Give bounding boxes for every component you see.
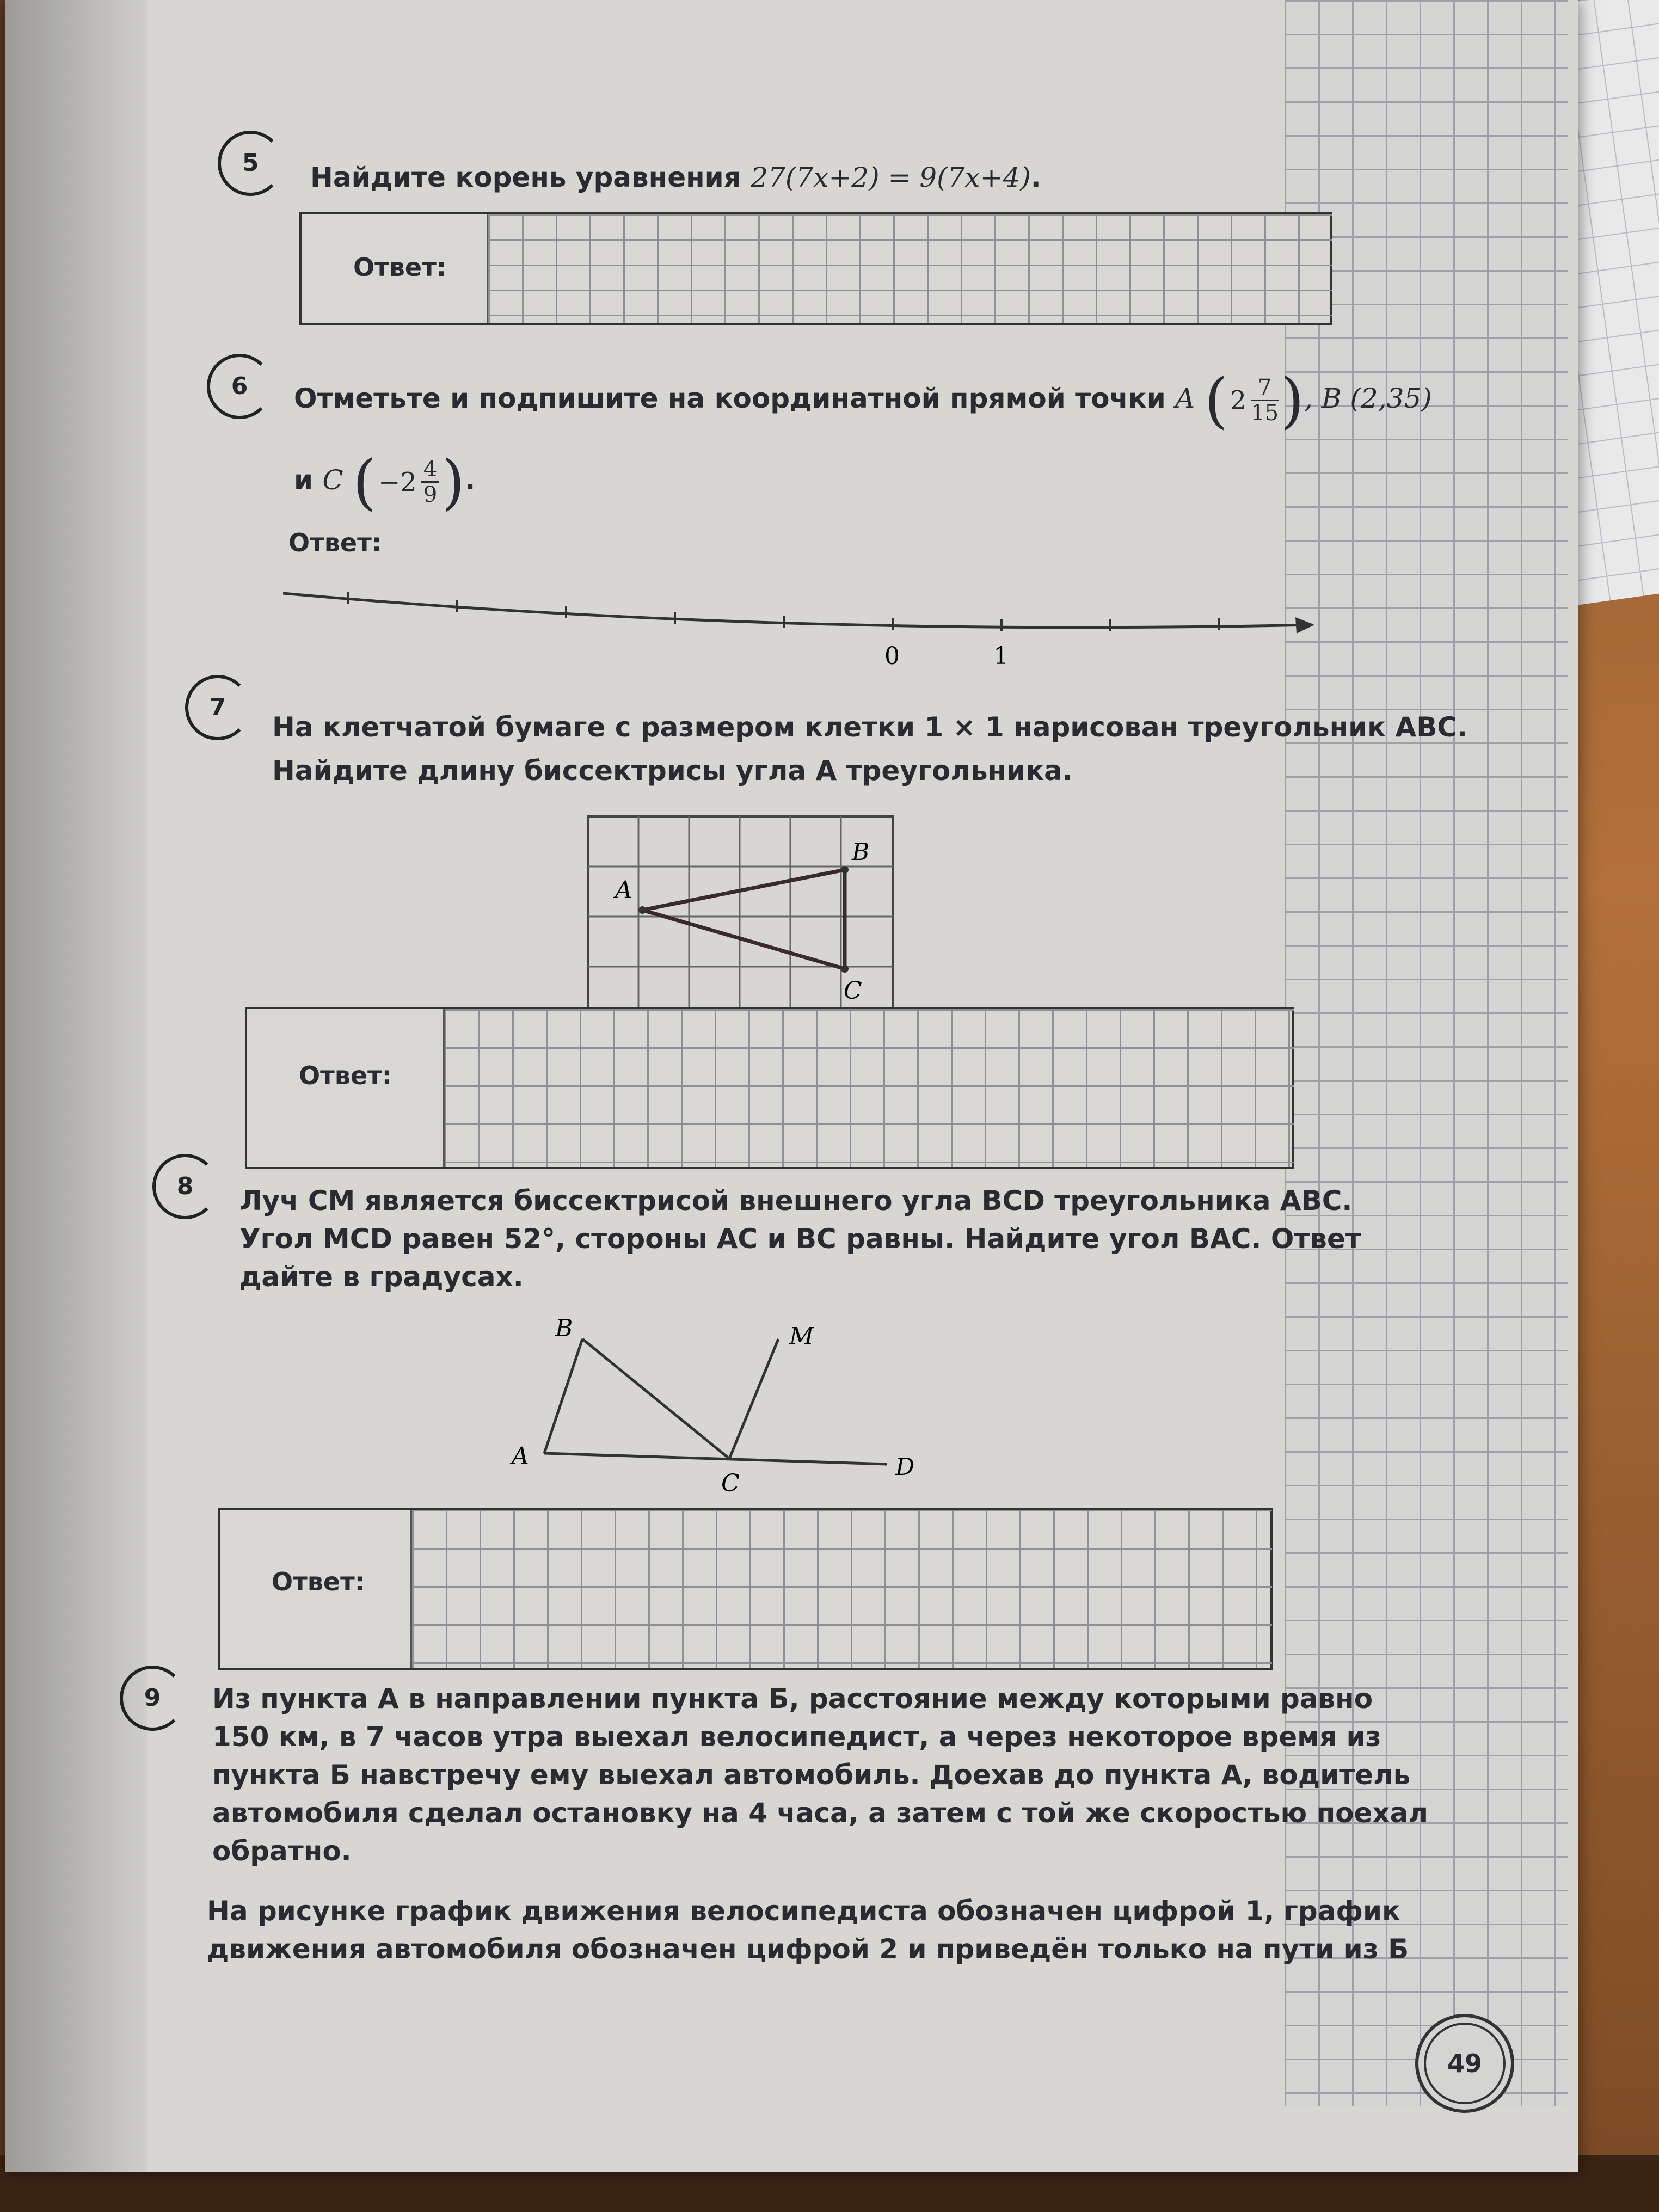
triangle-abc	[642, 870, 845, 969]
task-6-paren-close-c: )	[441, 447, 465, 517]
task-9-line-5: обратно.	[212, 1835, 352, 1867]
workbook-page	[5, 0, 1578, 2172]
task-7-line-1: На клетчатой бумаге с размером клетки 1 × 1 нарисован треугольник ABC.	[272, 711, 1468, 743]
task-5-answer-box	[299, 212, 1332, 325]
task-6-number: 6	[207, 354, 272, 419]
task-6-point-a-whole: 2	[1230, 385, 1247, 416]
task-6-paren-open-c: (	[353, 447, 377, 517]
label-b: B	[555, 1314, 573, 1342]
label-a: A	[615, 876, 632, 904]
task-6-point-a-denominator: 15	[1251, 401, 1279, 426]
task-5-number: 5	[218, 131, 283, 196]
task-5-answer-field[interactable]	[487, 214, 1332, 323]
task-6-prompt: Отметьте и подпишите на координатной прямой точки	[294, 383, 1176, 414]
label-m: M	[789, 1323, 814, 1350]
task-6-point-c-numerator: 4	[421, 457, 439, 483]
vertex-c	[841, 965, 849, 973]
task-6-point-c-fraction	[421, 457, 439, 507]
task-8-line-1: Луч CM является биссектрисой внешнего угла BCD треугольника ABC.	[239, 1185, 1353, 1216]
task-7-number: 7	[185, 675, 250, 740]
page-content	[5, 0, 1573, 2172]
task-5-prompt: Найдите корень уравнения	[310, 162, 751, 193]
label-a: A	[512, 1442, 529, 1470]
task-9-line-3: пункта Б навстречу ему выехал автомобиль. Доехав до пункта А, водитель	[212, 1759, 1411, 1791]
axis-label-0: 0	[884, 642, 900, 670]
task-5-answer-label: Ответ:	[353, 253, 447, 282]
side-ab	[544, 1339, 582, 1453]
task-7-line-2: Найдите длину биссектрисы угла A треугольника.	[272, 755, 1073, 787]
task-6-point-c-label: C	[322, 464, 343, 496]
task-5-equation: 27(7x+2) = 9(7x+4)	[751, 162, 1031, 193]
task-6-point-c-whole: −2	[378, 466, 417, 497]
task-6-answer-label: Ответ:	[288, 528, 382, 557]
label-b: B	[852, 838, 870, 866]
task-6-and: и	[294, 464, 323, 496]
task-9-line-1: Из пункта А в направлении пункта Б, расстояние между которыми равно	[212, 1683, 1373, 1715]
axis-label-1: 1	[993, 642, 1009, 670]
task-8-answer-label: Ответ:	[272, 1567, 365, 1596]
task-8-figure	[495, 1306, 963, 1502]
side-bc	[582, 1339, 729, 1459]
vertex-b	[841, 866, 849, 874]
task-6-point-b: , B (2,35)	[1304, 383, 1432, 414]
task-6-point-a-fraction	[1251, 376, 1279, 425]
ray-cm	[729, 1339, 778, 1459]
task-8-answer-field[interactable]	[410, 1510, 1272, 1668]
task-9-number: 9	[120, 1666, 185, 1731]
task-6-point-a-numerator: 7	[1251, 376, 1279, 401]
task-6-line-1	[294, 365, 1432, 435]
label-c: C	[721, 1470, 740, 1497]
label-d: D	[895, 1453, 915, 1481]
task-7-answer-box	[245, 1007, 1294, 1169]
line-ad	[544, 1453, 887, 1464]
task-6-line-2	[294, 447, 476, 517]
number-line-arrow-icon	[1295, 617, 1314, 634]
task-8-answer-box	[218, 1508, 1273, 1670]
task-9-line-2: 150 км, в 7 часов утра выехал велосипедист, а через некоторое время из	[212, 1721, 1381, 1753]
vertex-a	[638, 906, 646, 914]
task-5-text	[310, 158, 1041, 197]
task-8-line-2: Угол MCD равен 52°, стороны AC и BC равны. Найдите угол BAC. Ответ	[239, 1223, 1361, 1255]
label-c: C	[844, 977, 862, 1005]
task-6-point-a-label: A	[1175, 383, 1195, 414]
task-9-line-7: движения автомобиля обозначен цифрой 2 и приведён только на пути из Б	[207, 1933, 1409, 1965]
task-6-paren-open: (	[1204, 365, 1228, 435]
task-6-paren-close: )	[1281, 365, 1304, 435]
task-6-end: .	[465, 464, 476, 496]
number-line-axis	[283, 593, 1312, 628]
task-7-answer-label: Ответ:	[299, 1061, 392, 1090]
task-8-number: 8	[152, 1154, 218, 1219]
task-9-line-6: На рисунке график движения велосипедиста обозначен цифрой 1, график	[207, 1895, 1400, 1927]
task-7-answer-field[interactable]	[443, 1009, 1294, 1167]
task-6-point-c-denominator: 9	[423, 482, 438, 507]
task-5-end: .	[1030, 162, 1041, 193]
task-6-number-line[interactable]	[278, 577, 1334, 675]
task-9-line-4: автомобиля сделал остановку на 4 часа, а затем с той же скоростью поехал	[212, 1797, 1428, 1829]
page-number-badge: 49	[1415, 2014, 1514, 2113]
task-7-grid-figure	[577, 806, 904, 1034]
task-8-line-3: дайте в градусах.	[239, 1261, 524, 1293]
